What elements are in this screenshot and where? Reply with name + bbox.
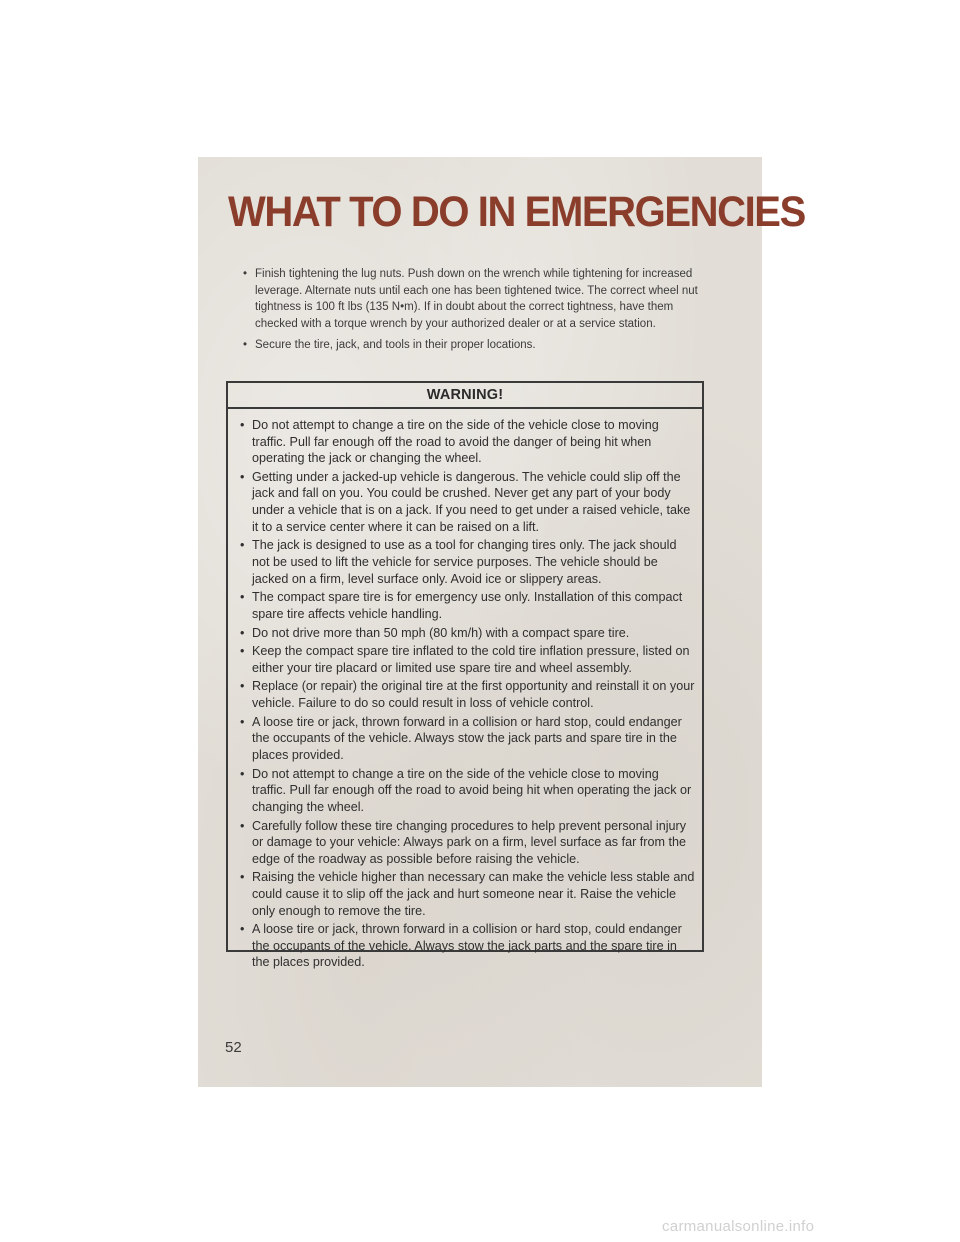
warning-item: • The jack is designed to use as a tool for changing tires only. The jack should not be used to lift the vehicle for service purposes. The vehicle should be jacked on a firm, level surface only. Avoid ice or slippery areas.: [240, 537, 695, 587]
warning-box: [226, 381, 704, 970]
warning-item: • Do not attempt to change a tire on the side of the vehicle close to moving traffic. Pull far enough off the road to avoid being hit when operating the jack or changing the wheel.: [240, 766, 695, 816]
intro-bullet-item: • Finish tightening the lug nuts. Push down on the wrench while tightening for increased leverage. Alternate nuts until each one has been tightened twice. The correct wheel nut tightness is 100 ft lbs (135 N•m). If in doubt about the correct tightness, have them checked with a torque wrench by your authorized dealer or at a service station.: [243, 266, 703, 332]
warning-item: • Do not attempt to change a tire on the side of the vehicle close to moving traffic. Pull far enough off the road to avoid the danger of being hit when operating the jack or changing the wheel.: [240, 417, 695, 467]
page-number: 52: [225, 1039, 242, 1056]
section-title: WHAT TO DO IN EMERGENCIES: [228, 188, 805, 236]
intro-bullet-list: [243, 266, 703, 359]
warning-title: WARNING!: [228, 383, 702, 409]
warning-item: • A loose tire or jack, thrown forward in a collision or hard stop, could endanger the occupants of the vehicle. Always stow the jack parts and spare tire in the places provided.: [240, 714, 695, 764]
warning-list: [228, 417, 702, 971]
warning-item: • Do not drive more than 50 mph (80 km/h) with a compact spare tire.: [240, 625, 695, 642]
warning-item: • Raising the vehicle higher than necessary can make the vehicle less stable and could cause it to slip off the jack and hurt someone near it. Raise the vehicle only enough to remove the tire.: [240, 869, 695, 919]
warning-item: • Getting under a jacked-up vehicle is dangerous. The vehicle could slip off the jack and fall on you. You could be crushed. Never get any part of your body under a vehicle that is on a jack. If you need to get under a raised vehicle, take it to a service center where it can be raised on a lift.: [240, 469, 695, 535]
warning-item: • A loose tire or jack, thrown forward in a collision or hard stop, could endanger the occupants of the vehicle. Always stow the jack parts and the spare tire in the places provided.: [240, 921, 695, 971]
warning-item: • Keep the compact spare tire inflated to the cold tire inflation pressure, listed on either your tire placard or limited use spare tire and wheel assembly.: [240, 643, 695, 676]
watermark-text: carmanualsonline.info: [662, 1218, 815, 1235]
warning-item: • Replace (or repair) the original tire at the first opportunity and reinstall it on your vehicle. Failure to do so could result in loss of vehicle control.: [240, 678, 695, 711]
warning-item: • The compact spare tire is for emergency use only. Installation of this compact spare tire affects vehicle handling.: [240, 589, 695, 622]
warning-item: • Carefully follow these tire changing procedures to help prevent personal injury or damage to your vehicle: Always park on a firm, level surface as far from the edge of the roadway as possible before raising the vehicle.: [240, 818, 695, 868]
intro-bullet-item: • Secure the tire, jack, and tools in their proper locations.: [243, 337, 703, 354]
